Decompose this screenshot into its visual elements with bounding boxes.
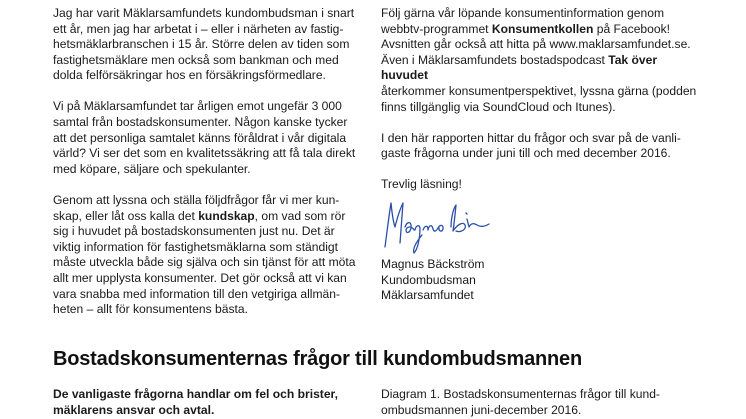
signatory-role: Kundombudsman (381, 272, 476, 287)
signature-image (381, 197, 501, 257)
podcast-name-bold: Tak över huvudet (381, 52, 658, 83)
right-column (381, 6, 701, 304)
section-lead: De vanligaste frågorna handlar om fel och brister, mäklarens ansvar och avtal. (53, 387, 338, 417)
calls-paragraph: Vi på Mäklarsamfundet tar årligen emot ungefär 3 000 samtal från bostadskonsumenter. Någon kanske tycker att det personliga samtalet känns föråldrat i vår digitala värld? Vi ser det som en kvalitetssäkring att få tala direkt med köpare, säljare och spekulanter. (53, 99, 356, 176)
kundskap-bold: kundskap (198, 208, 255, 223)
signatory-name: Magnus Bäckström (381, 256, 485, 271)
section-heading: Bostadskonsumenternas frågor till kundombudsmannen (53, 348, 582, 370)
kundskap-text-before: Genom att lyssna och ställa följdfrågor får vi mer kun- skap, eller låt oss kalla det (53, 192, 340, 223)
intro-paragraph: Jag har varit Mäklarsamfundets kundombudsman i snart ett år, men jag har arbetat i – eller i närheten av fastig- hetsmäklarbranschen i 15 år. Större delen av tiden som fastighetsmäklare men också som bankman och med dolda felförsäkringar hos en försäkringsförmedlare. (53, 6, 355, 83)
media-text-after: återkommer konsumentperspektivet, lyssna gärna (podden finns tillgänglig via SoundCloud och Itunes). (381, 83, 697, 114)
kundskap-text-after: , om vad som rör sig i huvudet på bostadskonsumenten just nu. Det är viktig information för fastighetsmäklarna som ständigt måste utveckla både sig själva och sin tjänst för att möta allt mer upplysta konsumenter. Det gör också att vi kan vara snabba med information till den vetgiriga allmän- heten – allt för konsumentens bästa. (53, 208, 356, 317)
media-text-before: Följ gärna vår löpande konsumentinformation genom webbtv-programmet (381, 6, 665, 36)
report-paragraph: I den här rapporten hittar du frågor och svar på de vanli- gaste frågorna under juni till och med december 2016. (381, 130, 681, 161)
signoff: Trevlig läsning! (381, 177, 462, 192)
media-paragraph (381, 6, 701, 115)
diagram-caption: Diagram 1. Bostadskonsumenternas frågor till kund- ombudsmannen juni-december 2016. (381, 387, 660, 417)
media-text-mid: på Facebook! Avsnitten går också att hitta på www.maklarsamfundet.se. Även i Mäklarsamfundets bostadspodcast (381, 21, 691, 67)
konsumentkollen-bold: Konsumentkollen (491, 21, 594, 36)
left-column (53, 6, 371, 333)
signatory-organization: Mäklarsamfundet (381, 288, 474, 303)
kundskap-paragraph (53, 193, 371, 318)
